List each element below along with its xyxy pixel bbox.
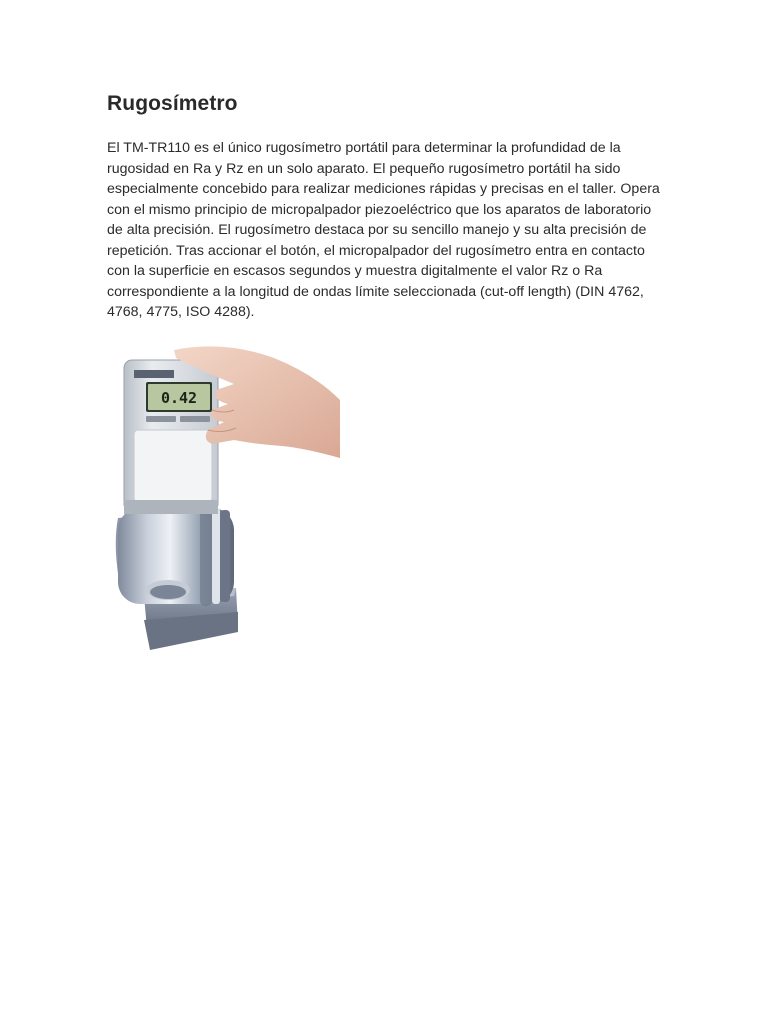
device-button xyxy=(146,416,176,422)
roughness-tester-device xyxy=(124,360,218,514)
body-paragraph: El TM-TR110 es el único rugosímetro portátil para determinar la profundidad de la rugosidad en Ra y Rz en un solo aparato. El pequeño rugosímetro portátil ha sido especialmente concebido para realizar mediciones rápidas y precisas en el taller. Opera con el mismo principio de micropalpador piezoeléctrico que los aparatos de laboratorio de alta precisión. El rugosímetro destaca por su sencillo manejo y su alta precisión de repetición. Tras accionar el botón, el micropalpador del rugosímetro entra en contacto con la superficie en escasos segundos y muestra digitalmente el valor Rz o Ra correspondiente a la longitud de ondas límite seleccionada (cut-off length) (DIN 4762, 4768, 4775, ISO 4288). xyxy=(107,140,660,320)
product-photo xyxy=(104,340,342,656)
piston xyxy=(116,506,234,606)
page-title: Rugosímetro xyxy=(107,92,238,115)
device-button xyxy=(180,416,210,422)
lcd-reading: 0.42 xyxy=(160,389,198,407)
brand-label xyxy=(134,370,174,378)
